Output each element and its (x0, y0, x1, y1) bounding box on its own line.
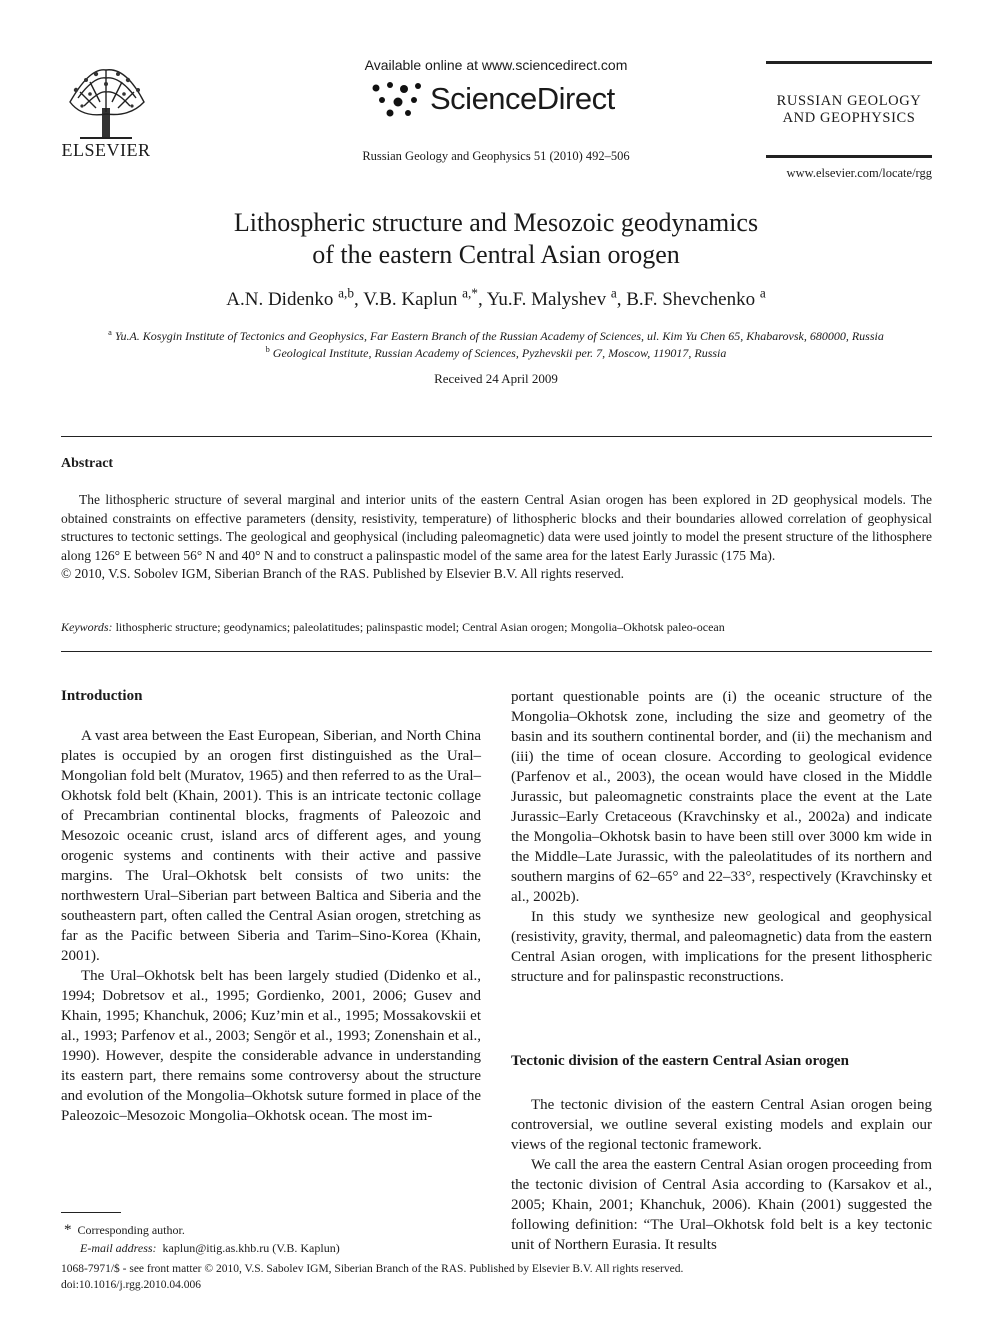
abstract-text: The lithospheric structure of several marginal and interior units of the eastern Central Asian orogen has been explored in 2D geophysical models. The obtained constraints on effective parameters (density, resistivity, temperature) of lithospheric blocks and their boundaries allowed correlation of geophysical structures to tectonic settings. The geological and geophysical (including paleomagnetic) data were used jointly to model the present structure of the lithosphere along 126° E between 56° N and 40° N and to construct a palinspastic model of the same area for the latest Early Jurassic (175 Ma). (61, 492, 932, 563)
right-column (511, 687, 932, 987)
journal-url[interactable]: www.elsevier.com/locate/rgg (786, 166, 932, 180)
intro-paragraph-1: A vast area between the East European, Siberian, and North China plates is occupied by an orogen first distinguished as the Ural–Mongolian fold belt (Muratov, 1965) and then referred to as the Ural–Okhotsk fold belt (Khain, 2001). This is an intricate tectonic collage of Precambrian continental blocks, fragments of Paleozoic and Mesozoic oceanic crust, island arcs of different ages, and young orogenic systems and continents with their active and passive margins. The Ural–Okhotsk belt consists of two units: the northwestern Ural–Siberian part between Baltica and Siberia and the southeastern part, often called the Central Asian orogen, stretching as far as the Pacific between Siberia and Tarim–Sino-Korea (Khain, 2001). (61, 728, 481, 964)
right-paragraph-2: In this study we synthesize new geological and geophysical (resistivity, gravity, thermal, and paleomagnetic) data from the eastern Central Asian orogen, with implications for the present lithospheric structure and for palinspastic reconstructions. (511, 909, 932, 985)
right-column-section (511, 1095, 932, 1255)
keywords-label: Keywords: (61, 620, 113, 634)
footnote-rule (61, 1212, 121, 1213)
author-list: A.N. Didenko $^{a,b}$, V.B. Kaplun $^{a,*}$, Yu.F. Malyshev $^a$, B.F. Shevchenko $^a$ (226, 285, 766, 310)
author[interactable]: V.B. Kaplun $^{a,*}$ (363, 285, 478, 310)
abstract-rule-bottom (61, 651, 932, 652)
author[interactable]: B.F. Shevchenko $^a$ (626, 285, 766, 310)
journal-name-line1: RUSSIAN GEOLOGY (776, 93, 922, 109)
introduction-heading: Introduction (61, 688, 143, 704)
header-rule-top (766, 61, 932, 64)
available-online-text: Available online at www.sciencedirect.com (364, 57, 628, 73)
affiliations (40, 328, 952, 362)
abstract-body (61, 491, 932, 584)
doi-line[interactable]: doi:10.1016/j.rgg.2010.04.006 (61, 1279, 202, 1291)
article-title-line2: of the eastern Central Asian orogen (312, 240, 680, 269)
footnote (64, 1221, 484, 1257)
sciencedirect-wordmark: ScienceDirect (430, 81, 615, 116)
email-link[interactable]: kaplun@itig.as.khb.ru (V.B. Kaplun) (162, 1241, 340, 1255)
sciencedirect-dots-icon (368, 80, 430, 120)
header-rule-bottom (766, 155, 932, 158)
author[interactable]: Yu.F. Malyshev $^a$ (486, 285, 617, 310)
received-date: Received 24 April 2009 (434, 371, 558, 386)
footnote-star: * (64, 1222, 72, 1238)
corresponding-author: * Corresponding author. (64, 1222, 185, 1238)
elsevier-tree-icon (60, 62, 152, 142)
article-title-line1: Lithospheric structure and Mesozoic geodynamics (233, 208, 759, 237)
author[interactable]: A.N. Didenko $^{a,b}$ (226, 285, 355, 310)
article-title (100, 207, 892, 271)
journal-citation: Russian Geology and Geophysics 51 (2010) 492–506 (362, 149, 630, 163)
keywords-list: lithospheric structure; geodynamics; paleolatitudes; palinspastic model; Central Asian orogen; Mongolia–Okhotsk paleo-ocean (115, 620, 725, 634)
left-column (61, 726, 481, 1126)
elsevier-logo (60, 62, 152, 158)
right-paragraph-3: The tectonic division of the eastern Central Asian orogen being controversial, we outline several existing models and explain our views of the regional tectonic framework. (511, 1097, 932, 1153)
abstract-copyright: © 2010, V.S. Sobolev IGM, Siberian Branch of the RAS. Published by Elsevier B.V. All rights reserved. (61, 566, 624, 581)
footer (61, 1261, 941, 1293)
sciencedirect-logo (368, 78, 638, 122)
affiliation-b: $^b$ Geological Institute, Russian Academy of Sciences, Pyzhevskii per. 7, Moscow, 119017, Russia (265, 345, 727, 360)
tectonic-division-heading: Tectonic division of the eastern Central Asian orogen (511, 1053, 849, 1069)
abstract-rule-top (61, 436, 932, 437)
author-email: E-mail address: kaplun@itig.as.khb.ru (V.B. Kaplun) (80, 1241, 340, 1255)
abstract-heading: Abstract (61, 456, 114, 471)
journal-name-line2: AND GEOPHYSICS (782, 110, 916, 126)
right-paragraph-4: We call the area the eastern Central Asian orogen proceeding from the tectonic division of Central Asia according to (Karsakov et al., 2005; Khain, 2001; Khanchuk, 2006). Khain (2001) suggested the following definition: “The Ural–Okhotsk fold belt is a key tectonic unit of Northern Eurasia. It results (511, 1157, 932, 1253)
affiliation-a: $^a$ Yu.A. Kosygin Institute of Tectonics and Geophysics, Far Eastern Branch of the Russian Academy of Sciences, ul. Kim Yu Chen 65, Khabarovsk, 680000, Russia (108, 328, 884, 343)
publisher-name: ELSEVIER (61, 140, 151, 160)
right-paragraph-1: portant questionable points are (i) the oceanic structure of the Mongolia–Okhotsk zone, including the size and geometry of the basin and its southern continental border, and (ii) the mechanism and (iii) the time of ocean closure. According to geological evidence (Parfenov et al., 2003), the ocean would have closed in the Middle Jurassic, but paleomagnetic constraints place the event at the Late Jurassic–Early Cretaceous (Kravchinsky et al., 2002a) and indicate the Mongolia–Okhotsk basin to have been still over 3000 km wide in the Middle–Late Jurassic, with the paleolatitudes of its northern and southern margins of 62–65° and 22–33°, respectively (Kravchinsky et al., 2002b). (511, 689, 932, 905)
intro-paragraph-2: The Ural–Okhotsk belt has been largely studied (Didenko et al., 1994; Dobretsov et al., 1995; Gordienko, 2001, 2006; Gusev and Khain, 1995; Khanchuk, 2006; Kuz’min et al., 1995; Mossakovskii et al., 1993; Parfenov et al., 2003; Sengör et al., 1993; Zonenshain et al., 1990). However, despite the considerable advance in understanding its eastern part, there remains some controversy about the structure and evolution of the Mongolia–Okhotsk suture formed in place of the Paleozoic–Mesozoic Mongolia–Okhotsk ocean. The most im- (61, 968, 481, 1124)
journal-name (766, 93, 932, 127)
issn-line: 1068-7971/$ - see front matter © 2010, V.S. Sabolev IGM, Siberian Branch of the RAS. Published by Elsevier B.V. All rights reserved. (61, 1263, 684, 1275)
keywords (61, 620, 932, 635)
